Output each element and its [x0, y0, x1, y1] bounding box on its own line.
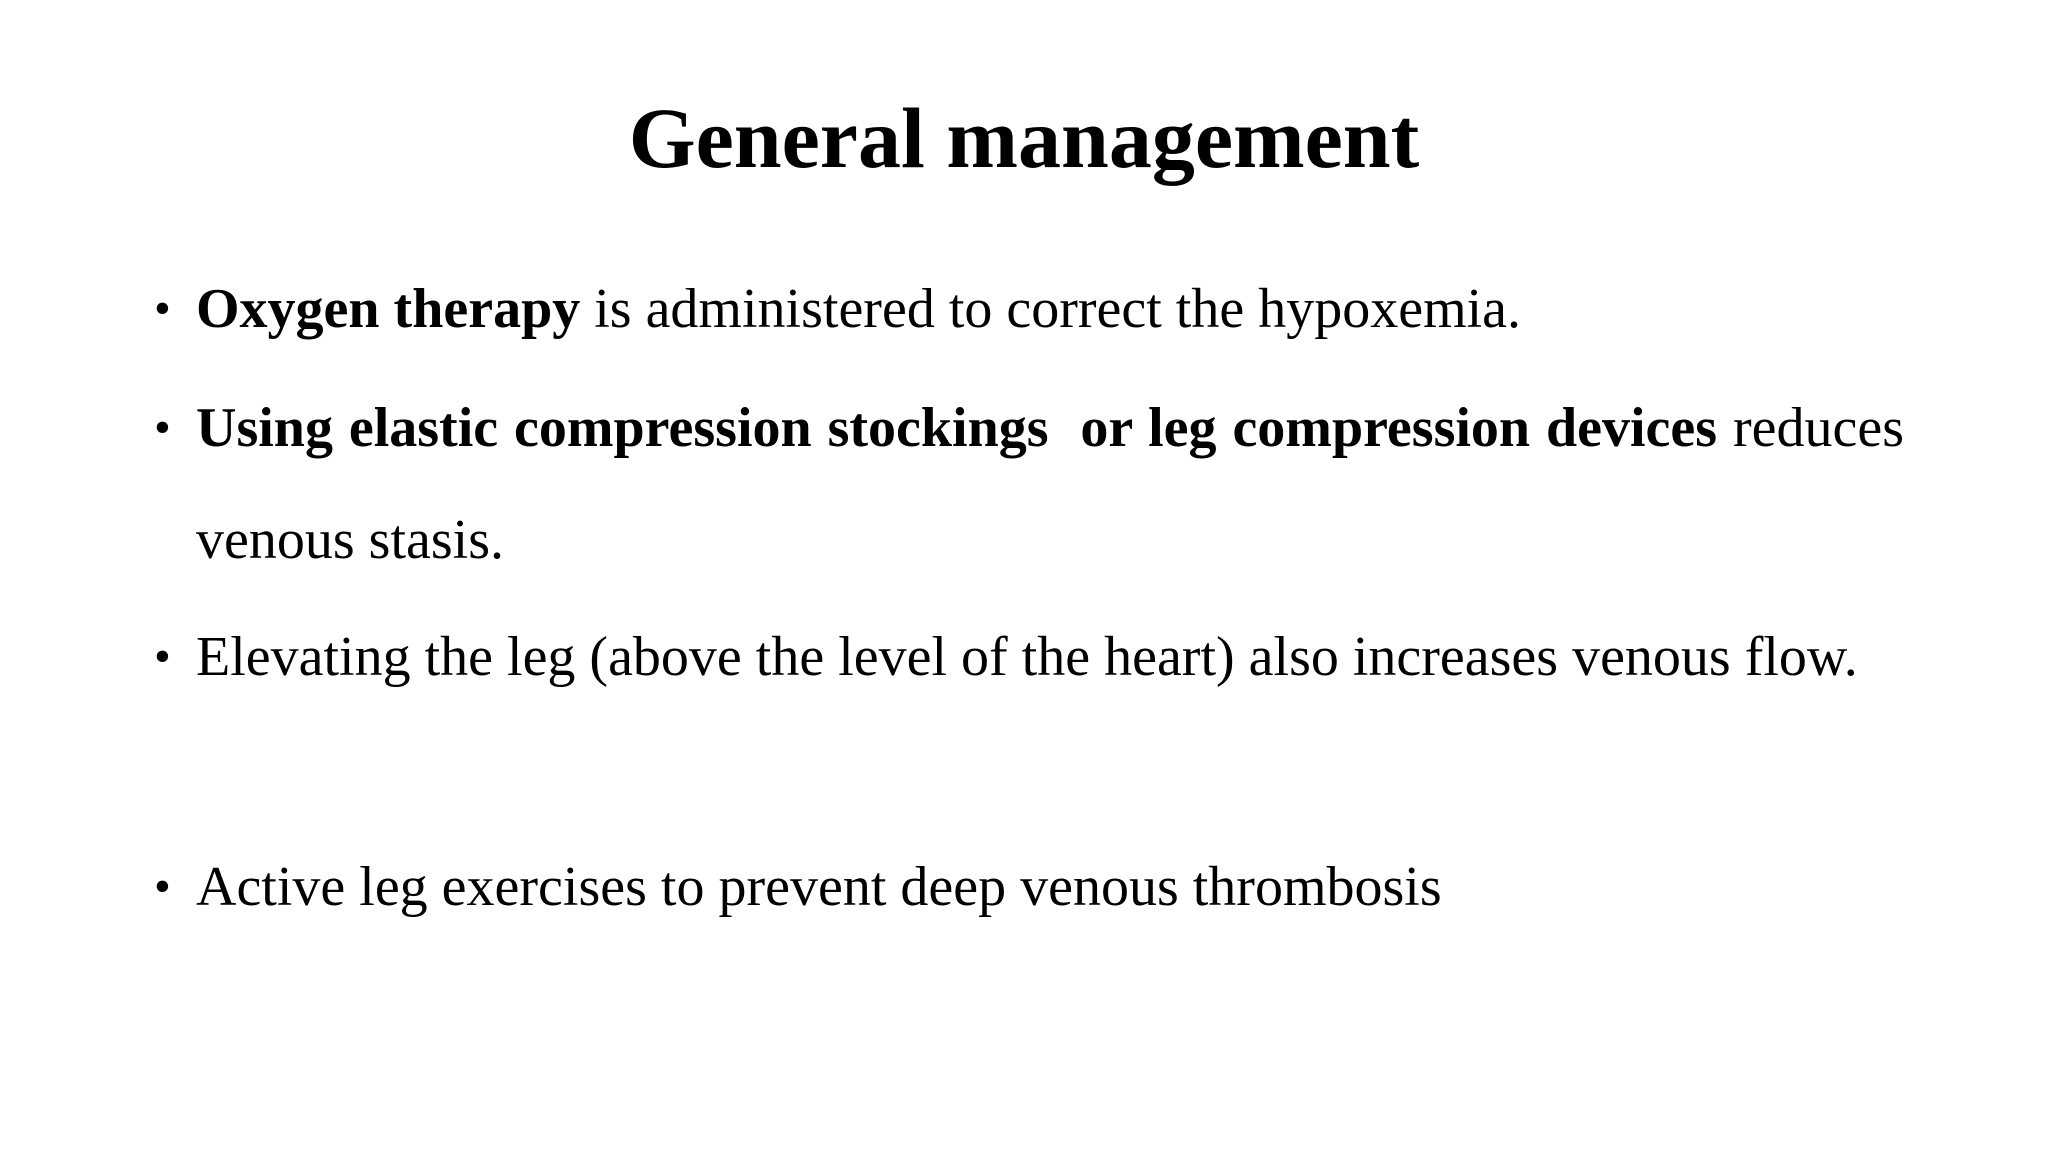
bullet-icon: • [154, 630, 171, 683]
slide-title: General management [628, 90, 1420, 186]
bullet-icon: • [154, 860, 171, 913]
bullet-text: Active leg exercises to prevent deep venous thrombosis [196, 856, 1442, 918]
bullet-text: is administered to correct the hypoxemia. [580, 278, 1522, 340]
bullet-item-compression-stockings [154, 372, 1904, 596]
bullet-bold-text: Using elastic compression stockings or leg compression devices [196, 397, 1718, 459]
bullet-item-leg-exercises [154, 831, 1904, 943]
bullet-item-oxygen-therapy [154, 253, 1904, 365]
bullet-text: Elevating the leg (above the level of the heart) also increases venous flow. [196, 626, 1858, 688]
bullet-bold-text: Oxygen therapy [196, 278, 581, 340]
bullet-icon: • [154, 282, 171, 335]
bullet-text: reduces venous stasis. [196, 397, 1904, 571]
bullet-icon: • [154, 401, 171, 454]
bullet-item-elevating-leg [154, 601, 1904, 713]
